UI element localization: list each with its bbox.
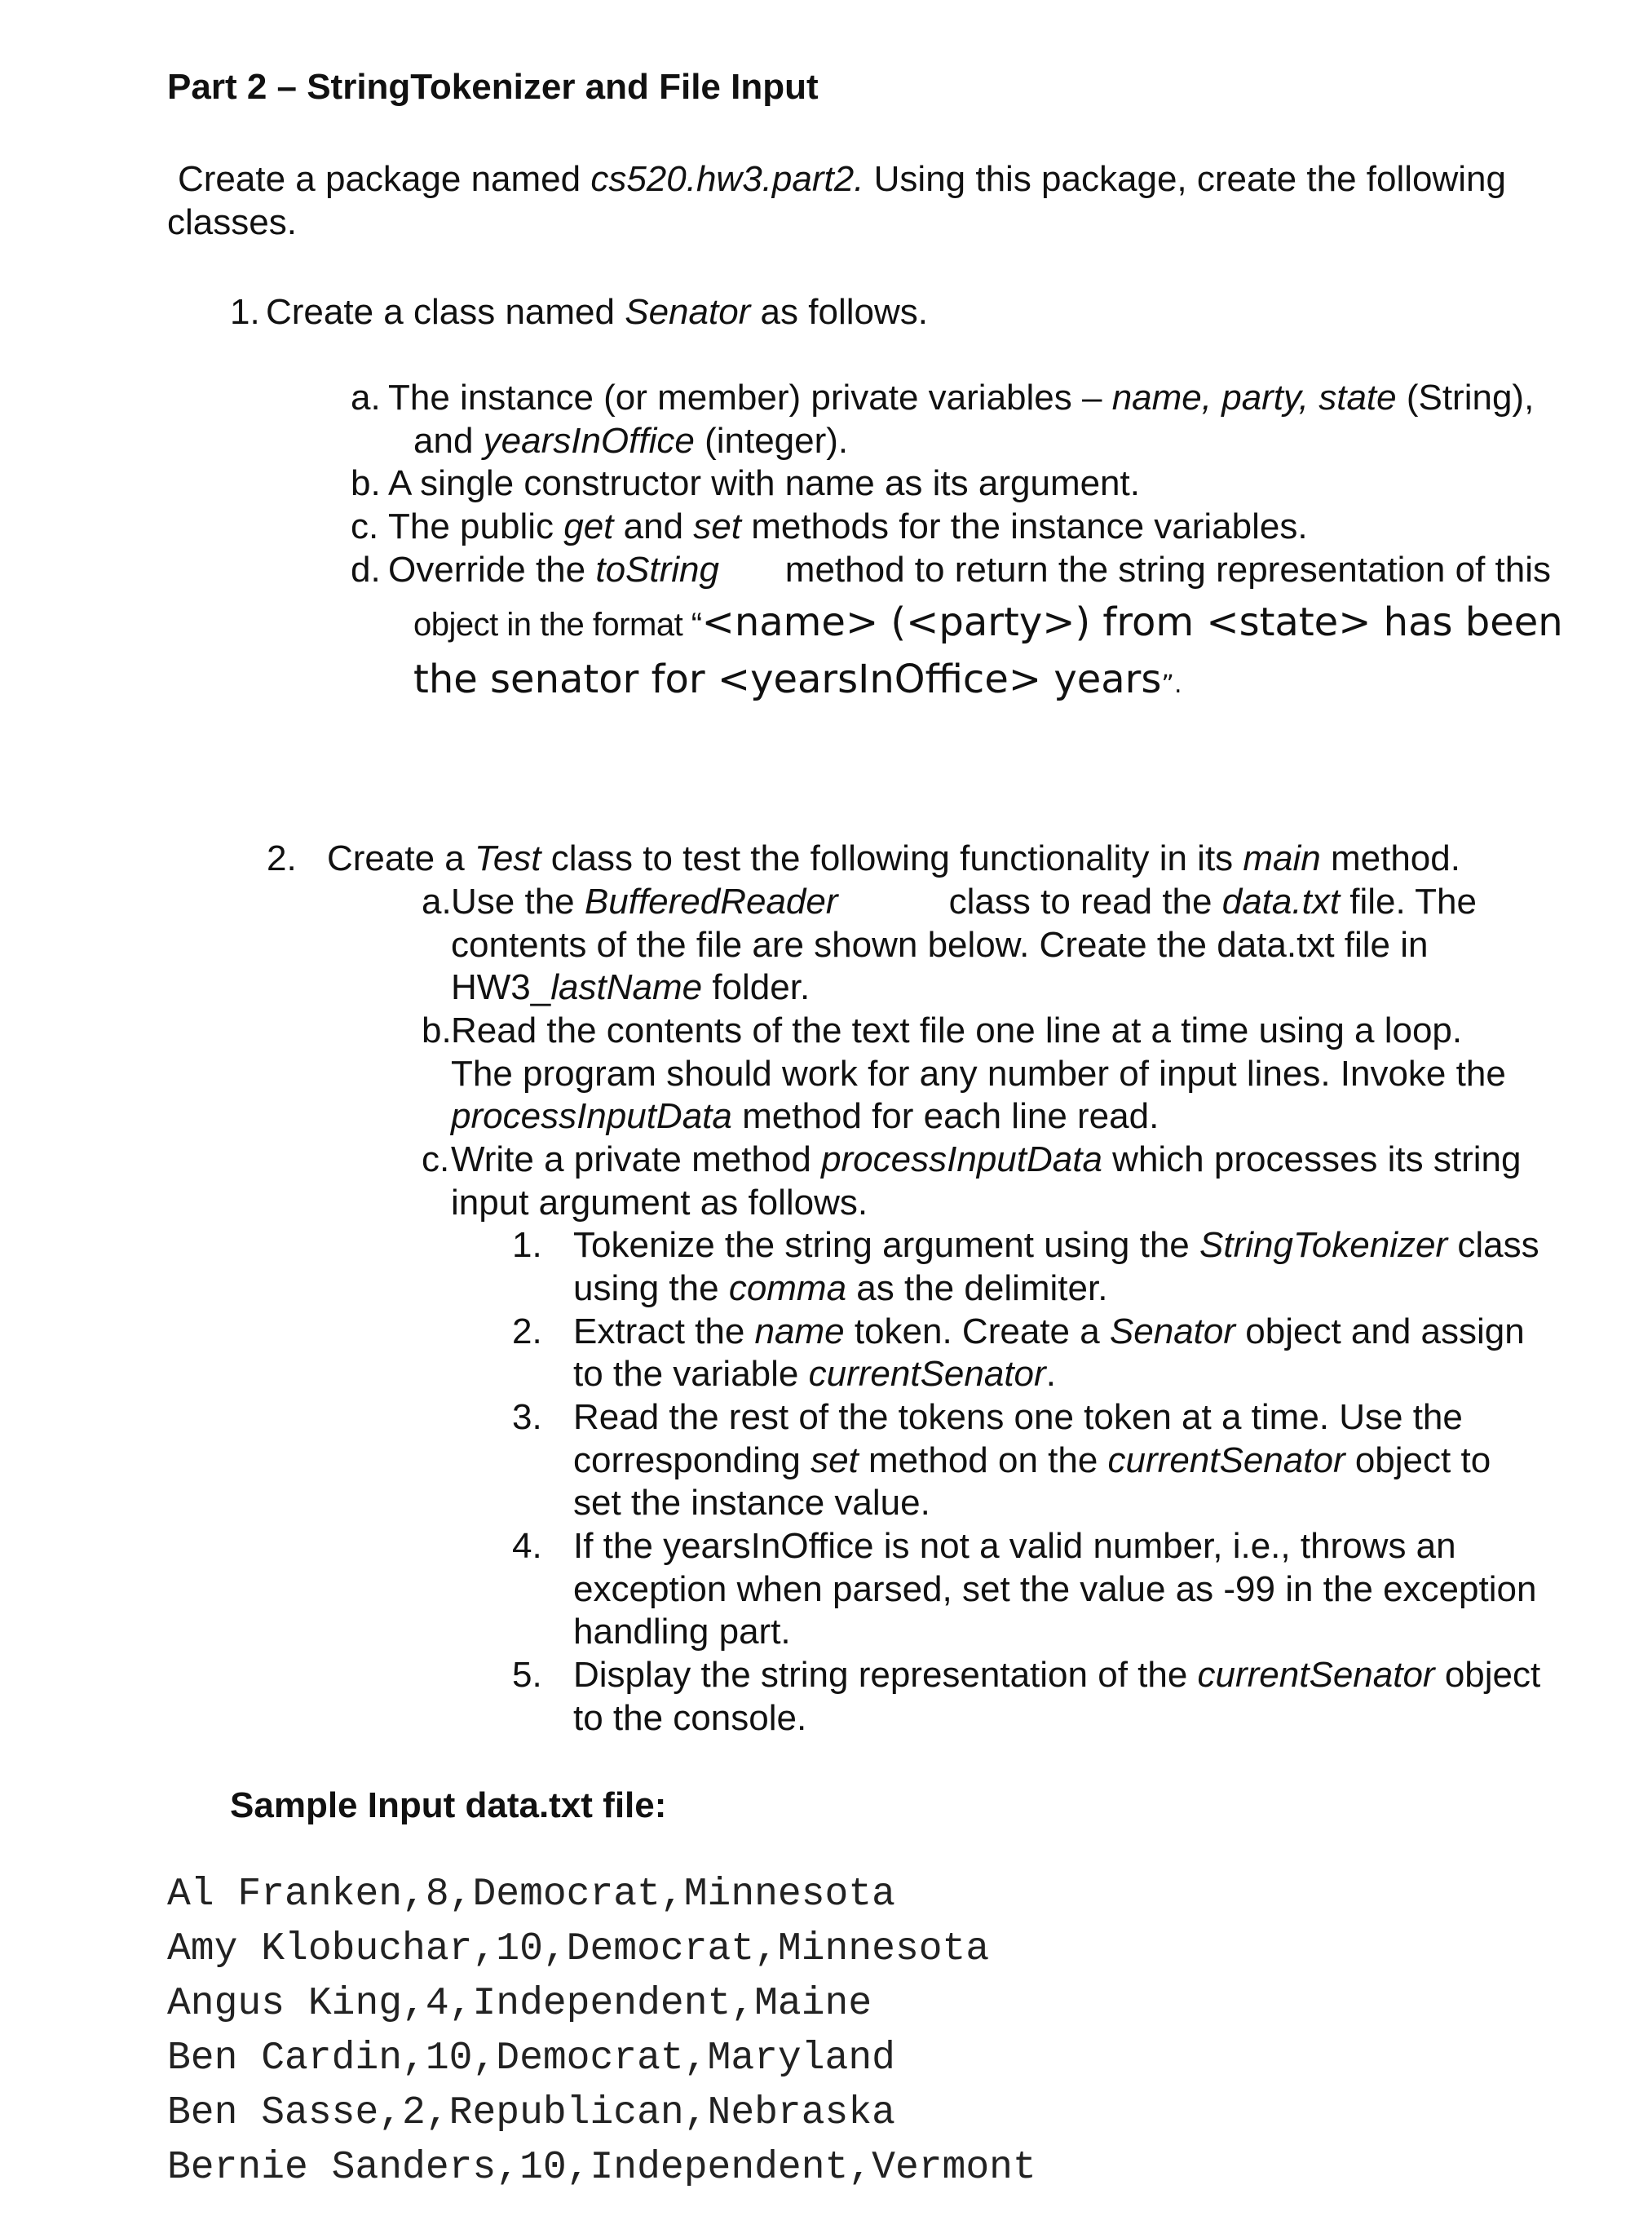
item-2b-line-3: processInputData method for each line read. <box>451 1096 1159 1136</box>
item-2b-line-2: The program should work for any number of input lines. Invoke the <box>451 1054 1506 1094</box>
step-4-number: 4. <box>512 1526 542 1566</box>
step-2-line-1: Extract the name token. Create a Senator object and assign <box>573 1311 1525 1351</box>
step-5-line-1: Display the string representation of the currentSenator object <box>573 1655 1541 1695</box>
item-1d-line-2: object in the format “<name> (<party>) from <state> has been <box>413 599 1563 645</box>
item-1d-line-1: Override the toString method to return the string representation of this <box>388 550 1551 590</box>
item-2a-line-1: Use the BufferedReader class to read the data.txt file. The <box>451 882 1477 922</box>
item-2c-label: c. <box>422 1139 450 1179</box>
step-1-number: 1. <box>512 1225 542 1265</box>
step-3-number: 3. <box>512 1397 542 1437</box>
sample-line: Angus King,4,Independent,Maine <box>167 1982 872 2026</box>
item-2b-line-1: Read the contents of the text file one line at a time using a loop. <box>451 1011 1463 1050</box>
sample-line: Al Franken,8,Democrat,Minnesota <box>167 1873 895 1917</box>
step-4-line-1: If the yearsInOffice is not a valid number, i.e., throws an <box>573 1526 1456 1566</box>
item-1a-line-1: The instance (or member) private variables – name, party, state (String), <box>388 378 1535 418</box>
item-2a-line-3: HW3_lastName folder. <box>451 967 811 1007</box>
part-heading: Part 2 – StringTokenizer and File Input <box>167 67 819 107</box>
step-3-line-3: set the instance value. <box>573 1483 930 1523</box>
item-2a-label: a. <box>422 882 452 922</box>
item-1c-text: The public get and set methods for the instance variables. <box>388 506 1308 546</box>
item-2c-line-2: input argument as follows. <box>451 1183 868 1223</box>
item-1b-text: A single constructor with name as its argument. <box>388 463 1140 503</box>
sample-line: Amy Klobuchar,10,Democrat,Minnesota <box>167 1927 990 1971</box>
step-2-line-2: to the variable currentSenator. <box>573 1354 1056 1394</box>
item-2c-line-1: Write a private method processInputData which processes its string <box>451 1139 1522 1179</box>
step-1-line-1: Tokenize the string argument using the StringTokenizer class <box>573 1225 1539 1265</box>
sample-heading: Sample Input data.txt file: <box>230 1785 667 1825</box>
step-4-line-3: handling part. <box>573 1612 791 1652</box>
item-1b-label: b. <box>351 463 381 503</box>
step-5-number: 5. <box>512 1655 542 1695</box>
item-1a-line-2: and yearsInOffice (integer). <box>413 421 849 461</box>
item-1d-label: d. <box>351 550 381 590</box>
sample-line: Bernie Sanders,10,Independent,Vermont <box>167 2146 1036 2190</box>
intro-line-2: classes. <box>167 202 297 242</box>
step-3-line-1: Read the rest of the tokens one token at a time. Use the <box>573 1397 1463 1437</box>
step-3-line-2: corresponding set method on the currentSenator object to <box>573 1440 1491 1480</box>
item-2a-line-2: contents of the file are shown below. Create the data.txt file in <box>451 925 1429 965</box>
sample-line: Ben Sasse,2,Republican,Nebraska <box>167 2091 895 2135</box>
item-2-number: 2. <box>267 838 297 878</box>
intro-line-1: Create a package named cs520.hw3.part2. Using this package, create the following <box>178 159 1506 199</box>
sample-line: Ben Cardin,10,Democrat,Maryland <box>167 2037 895 2081</box>
item-1a-label: a. <box>351 378 381 418</box>
step-4-line-2: exception when parsed, set the value as -99 in the exception <box>573 1569 1537 1609</box>
item-1-number: 1. <box>230 292 260 332</box>
step-1-line-2: using the comma as the delimiter. <box>573 1268 1108 1308</box>
item-2b-label: b. <box>422 1011 452 1050</box>
item-2-text: Create a Test class to test the following functionality in its main method. <box>327 838 1460 878</box>
item-1-text: Create a class named Senator as follows. <box>266 292 928 332</box>
step-5-line-2: to the console. <box>573 1698 807 1738</box>
item-1d-line-3: the senator for <yearsInOffice> years”. <box>413 657 1182 702</box>
step-2-number: 2. <box>512 1311 542 1351</box>
item-1c-label: c. <box>351 506 379 546</box>
